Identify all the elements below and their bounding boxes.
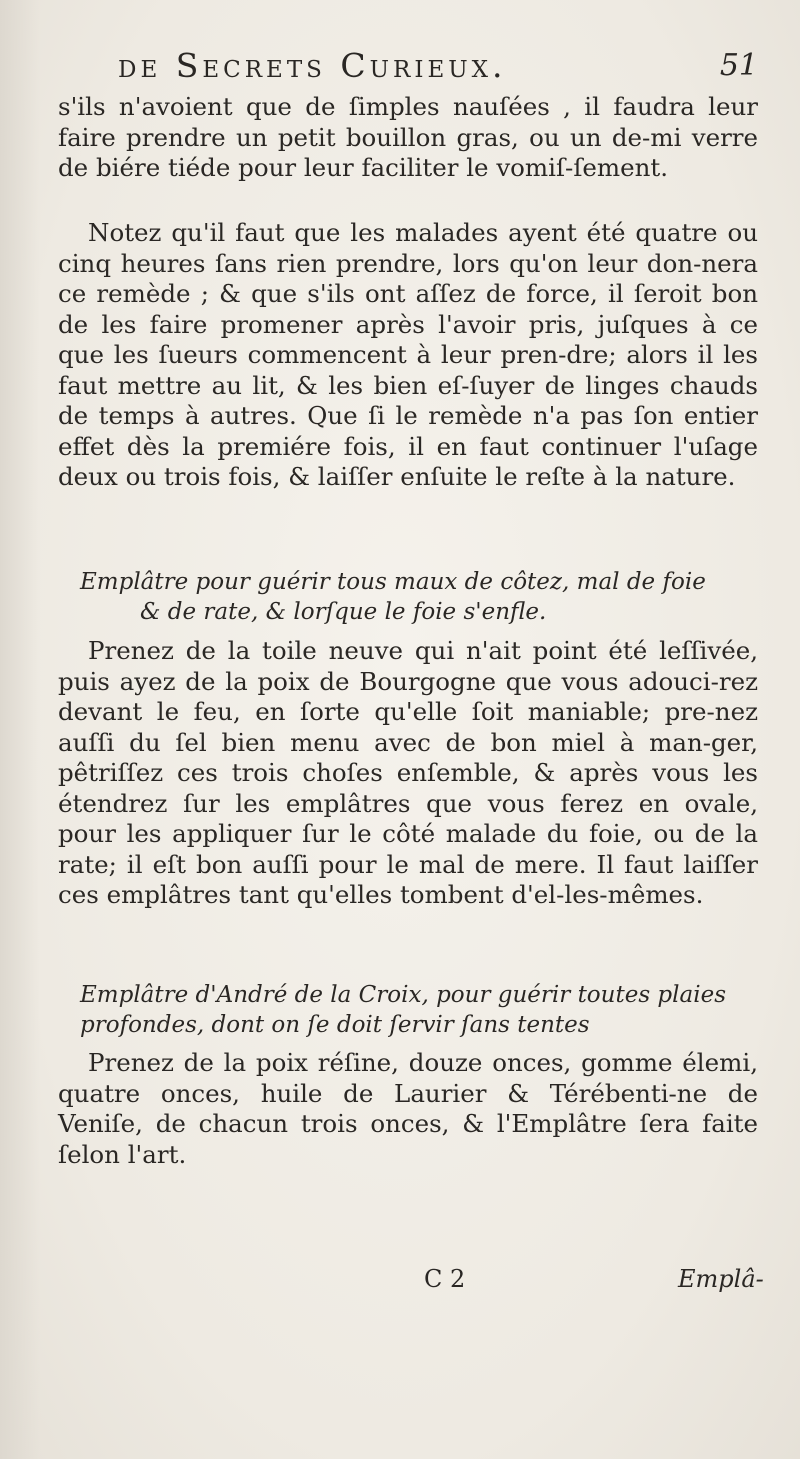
paragraph-2-block xyxy=(58,218,758,493)
paragraph-3-block xyxy=(58,636,758,911)
signature-mark: C 2 xyxy=(424,1265,466,1293)
paragraph-3: Prenez de la toile neuve qui n'ait point été leſſivée, puis ayez de la poix de Bourgogne que vous adouci-rez devant le feu, en ſorte qu'elle ſoit maniable; pre-nez auſſi du ſel bien menu avec de bon miel à man-ger, pêtriſſez ces trois choſes enſemble, & après vous les étendrez ſur les emplâtres que vous ferez en ovale, pour les appliquer ſur le côté malade du foie, ou de la rate; il eſt bon auſſi pour le mal de mere. Il faut laiſſer ces emplâtres tant qu'elles tombent d'el-les-mêmes. xyxy=(58,636,758,909)
recipe-heading-1-line1: Emplâtre pour guérir tous maux de côtez, mal de foie xyxy=(80,569,706,595)
recipe-heading-2 xyxy=(80,980,760,1040)
recipe-heading-2-line1: Emplâtre d'André de la Croix, pour guérir toutes plaies xyxy=(80,982,726,1008)
recipe-heading-1-line2: & de rate, & lorſque le foie s'enfle. xyxy=(140,599,547,625)
paragraph-4: Prenez de la poix réſine, douze onces, gomme élemi, quatre onces, huile de Laurier & Térébenti-ne de Veniſe, de chacun trois onces, & l'Emplâtre ſera faite ſelon l'art. xyxy=(58,1048,758,1169)
page-number: 51 xyxy=(719,48,758,83)
paragraph-1: s'ils n'avoient que de ſimples nauſées , il faudra leur faire prendre un petit bouillon gras, ou un de-mi verre de biére tiéde pour leur faciliter le vomiſ-ſement. xyxy=(58,92,758,182)
catchword: Emplâ- xyxy=(678,1265,764,1293)
paragraph-2: Notez qu'il faut que les malades ayent été quatre ou cinq heures ſans rien prendre, lors qu'on leur don-nera ce remède ; & que s'ils ont aſſez de force, il ſeroit bon de les faire promener après l'avoir pris, juſques à ce que les ſueurs commencent à leur pren-dre; alors il les faut mettre au lit, & les bien eſ-ſuyer de linges chauds de temps à autres. Que ſi le remède n'a pas ſon entier effet dès la premiére fois, il en faut continuer l'uſage deux ou trois fois, & laiſſer enſuite le reſte à la nature. xyxy=(58,218,758,491)
paragraph-1-block xyxy=(58,92,758,184)
paragraph-4-block xyxy=(58,1048,758,1170)
running-title: de Secrets Curieux. xyxy=(118,46,507,85)
page-footer xyxy=(0,1265,800,1305)
page-edge-shadow xyxy=(0,0,40,1459)
running-head xyxy=(118,42,758,90)
recipe-heading-2-line2: profondes, dont on ſe doit ſervir ſans tentes xyxy=(80,1012,590,1038)
recipe-heading-1 xyxy=(80,567,760,627)
